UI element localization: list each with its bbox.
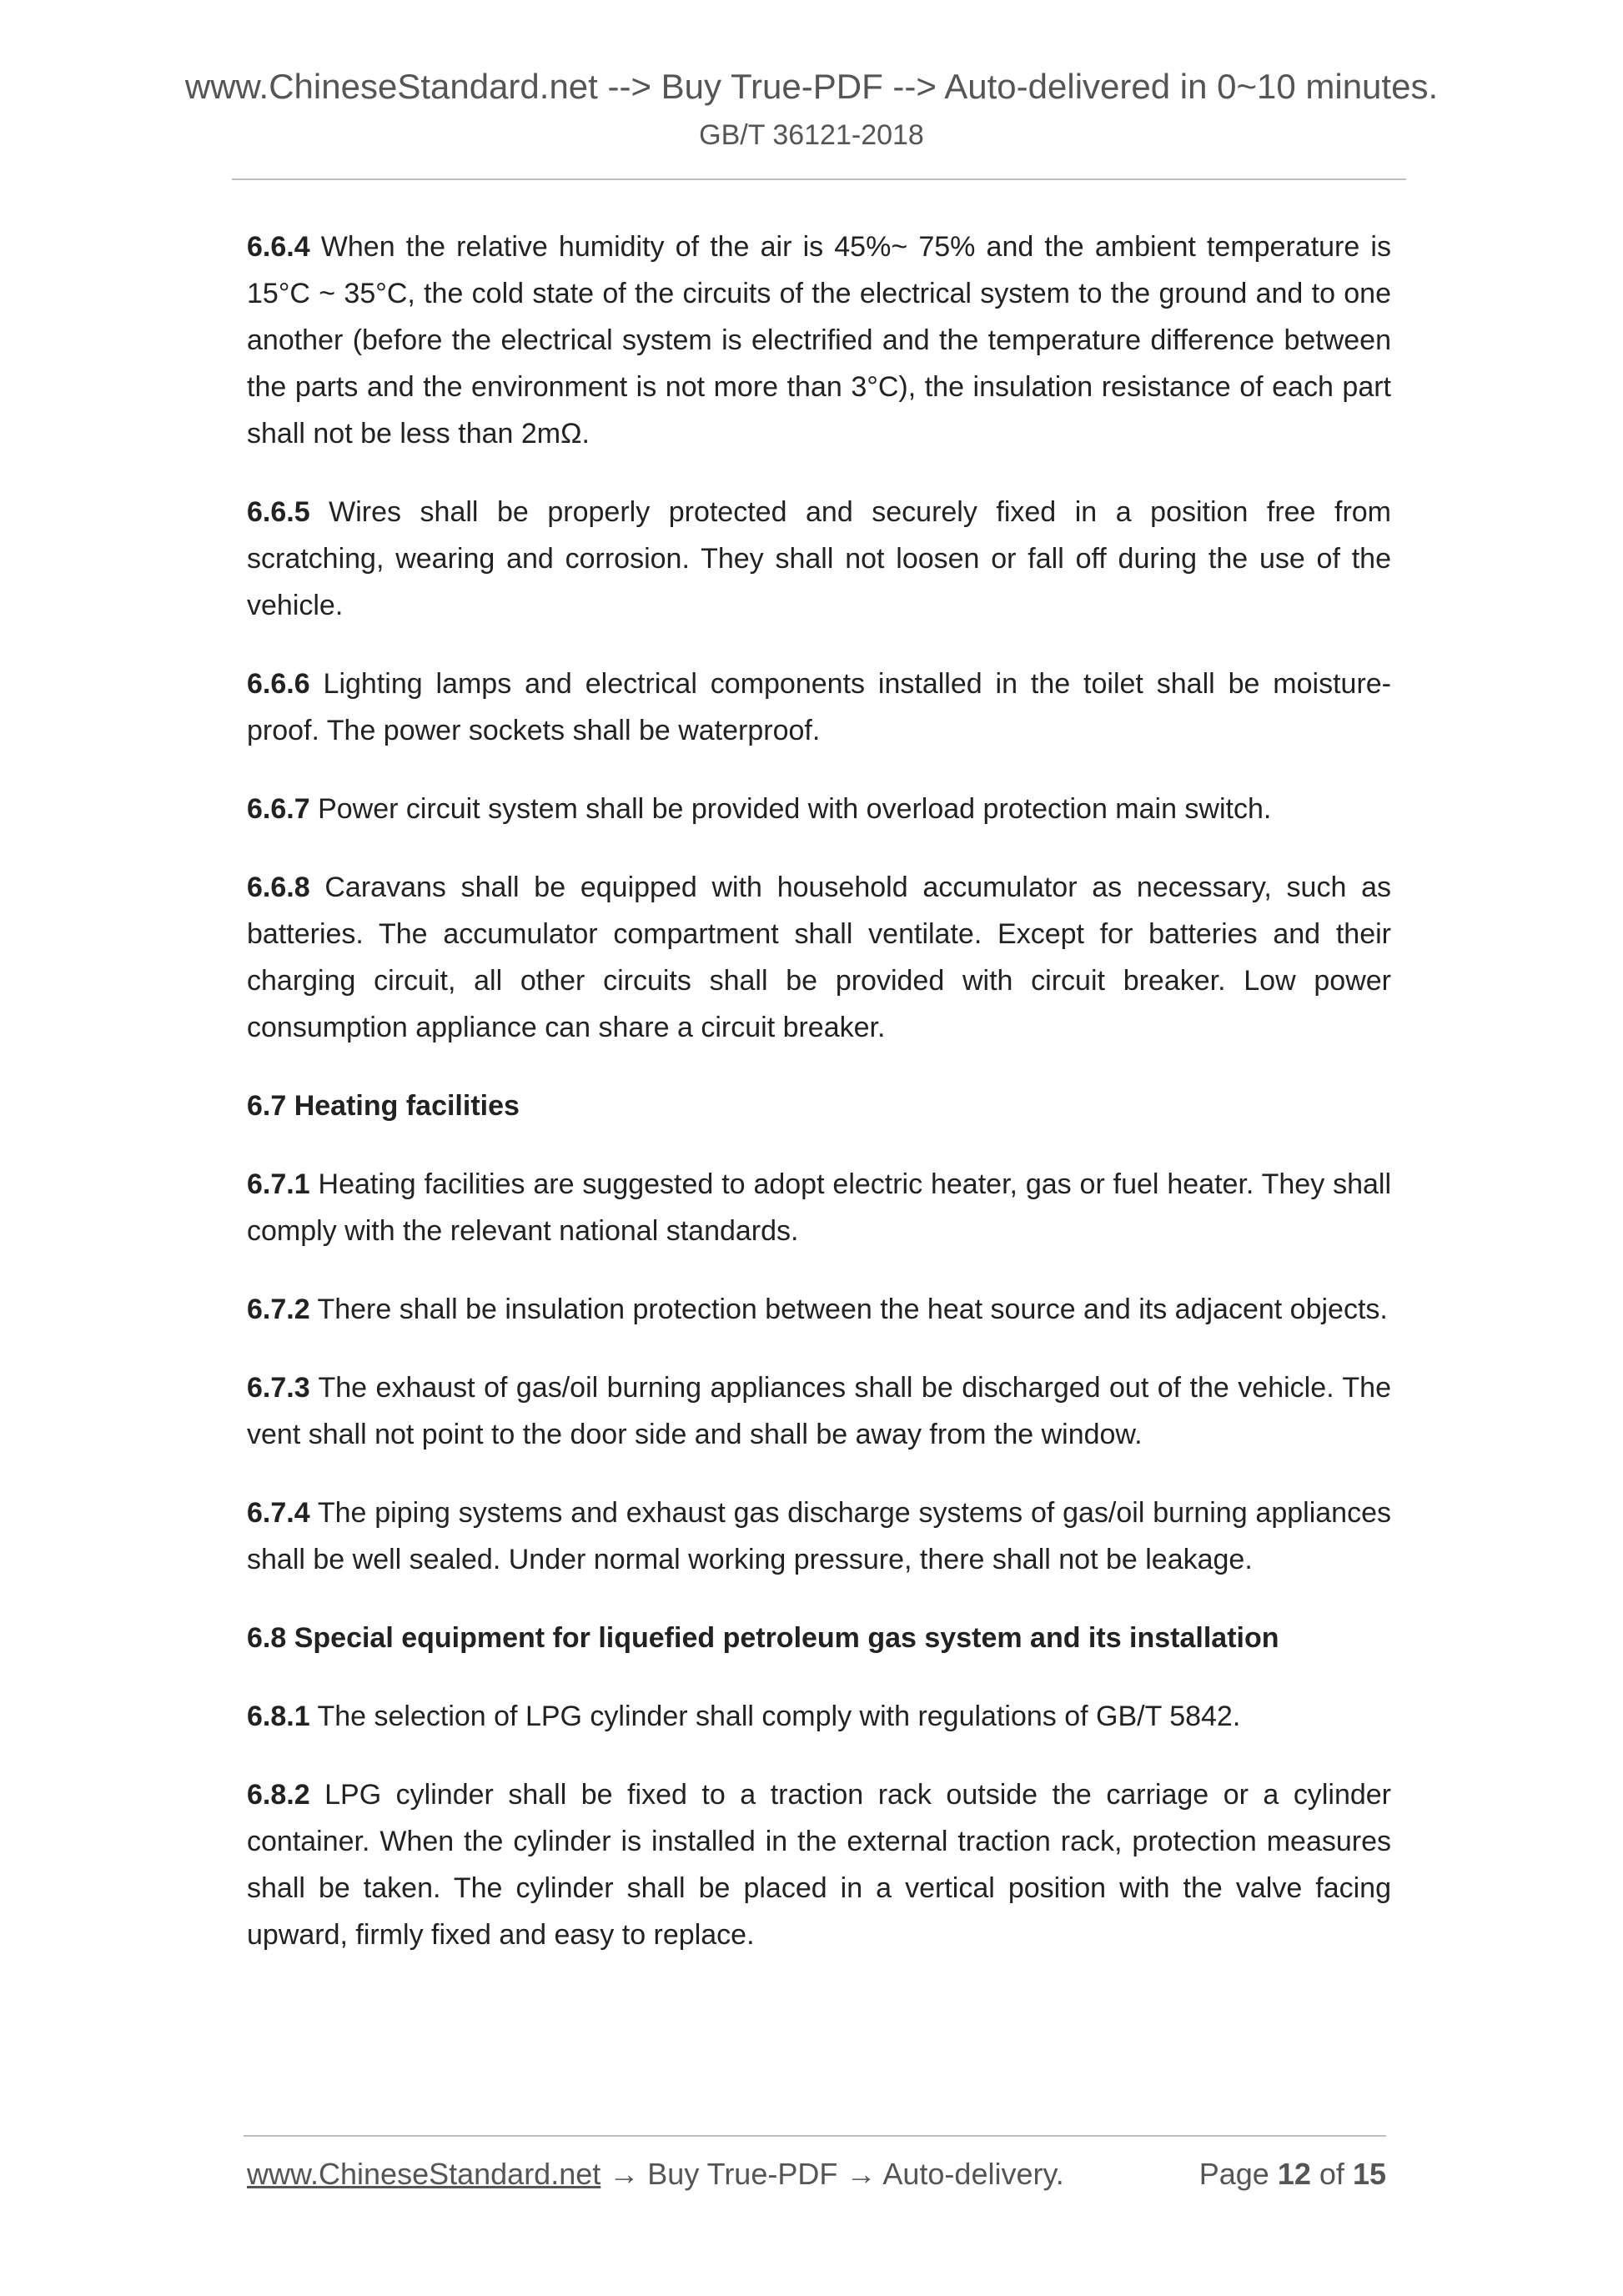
clause-text: LPG cylinder shall be fixed to a traction rack outside the carriage or a cylinder container. When the cylinder is installed in the external traction rack, protection measures shall be taken. The cylinder shall be placed in a vertical position with the valve facing upward, firmly fixed and easy to replace.	[247, 1779, 1391, 1951]
clause-number: 6.7.3	[247, 1372, 310, 1404]
clause-number: 6.6.6	[247, 668, 310, 700]
clause-text: Wires shall be properly protected and securely fixed in a position free from scratching, wearing and corrosion. They shall not loosen or fall off during the use of the vehicle.	[247, 496, 1391, 621]
clause-text: Heating facilities are suggested to adopt electric heater, gas or fuel heater. They shall comply with the relevant national standards.	[247, 1168, 1391, 1247]
clause-6-7-2	[247, 1286, 1391, 1333]
clause-number: 6.6.4	[247, 231, 310, 263]
total-pages: 15	[1352, 2157, 1386, 2191]
clause-6-6-5	[247, 489, 1391, 629]
section-heading-6-7: 6.7 Heating facilities	[247, 1090, 520, 1122]
arrow-icon: →	[609, 2157, 640, 2191]
clause-6-8-1	[247, 1693, 1391, 1740]
clause-text: Caravans shall be equipped with household accumulator as necessary, such as batteries. The accumulator compartment shall ventilate. Except for batteries and their charging circuit, all other circuits shall be provided with circuit breaker. Low power consumption appliance can share a circuit breaker.	[247, 872, 1392, 1043]
footer-promo	[247, 2153, 1064, 2195]
of-label: of	[1319, 2157, 1344, 2191]
footer-site-link[interactable]: www.ChineseStandard.net	[247, 2157, 601, 2191]
clause-text: The exhaust of gas/oil burning appliances shall be discharged out of the vehicle. The vent shall not point to the door side and shall be away from the window.	[247, 1372, 1391, 1450]
document-body	[247, 224, 1391, 1990]
section-heading-6-8: 6.8 Special equipment for liquefied petroleum gas system and its installation	[247, 1622, 1279, 1654]
clause-number: 6.7.2	[247, 1294, 310, 1325]
header-divider	[232, 178, 1406, 180]
clause-6-6-8	[247, 864, 1391, 1051]
clause-6-7-3	[247, 1364, 1391, 1458]
clause-text: When the relative humidity of the air is 45%~ 75% and the ambient temperature is 15°C ~ 35°C, the cold state of the circuits of the electrical system to the ground and to one another (before the electrical system is electrified and the temperature difference between the parts and the environment is not more than 3°C), the insulation resistance of each part shall not be less than 2mΩ.	[247, 231, 1391, 450]
footer-delivery-text: Auto-delivery.	[882, 2157, 1064, 2191]
current-page: 12	[1277, 2157, 1311, 2191]
clause-text: There shall be insulation protection between the heat source and its adjacent objects.	[317, 1294, 1388, 1325]
clause-6-6-7	[247, 786, 1391, 832]
clause-number: 6.8.1	[247, 1701, 310, 1732]
clause-6-6-4	[247, 224, 1391, 457]
clause-number: 6.6.7	[247, 793, 310, 825]
footer-buy-text: Buy True-PDF	[647, 2157, 838, 2191]
arrow-icon: →	[846, 2157, 877, 2191]
page-header	[0, 65, 1623, 153]
footer-divider	[244, 2135, 1386, 2137]
clause-number: 6.7.4	[247, 1497, 310, 1529]
clause-number: 6.8.2	[247, 1779, 310, 1811]
clause-6-6-6	[247, 661, 1391, 754]
clause-6-7-1	[247, 1161, 1391, 1254]
page-number	[1199, 2153, 1386, 2195]
clause-number: 6.6.5	[247, 496, 310, 528]
clause-number: 6.6.8	[247, 872, 310, 903]
standard-number: GB/T 36121-2018	[699, 119, 924, 151]
clause-text: The selection of LPG cylinder shall comply with regulations of GB/T 5842.	[317, 1701, 1241, 1732]
page-label: Page	[1198, 2157, 1269, 2191]
clause-6-8-2	[247, 1771, 1391, 1958]
clause-text: Lighting lamps and electrical components installed in the toilet shall be moisture-proof. The power sockets shall be waterproof.	[247, 668, 1391, 746]
clause-text: Power circuit system shall be provided with overload protection main switch.	[318, 793, 1272, 825]
header-banner: www.ChineseStandard.net --> Buy True-PDF --> Auto-delivered in 0~10 minutes.	[184, 67, 1439, 106]
clause-6-7-4	[247, 1490, 1391, 1583]
clause-number: 6.7.1	[247, 1168, 310, 1200]
page-footer	[247, 2153, 1386, 2195]
clause-text: The piping systems and exhaust gas discharge systems of gas/oil burning appliances shall be well sealed. Under normal working pressure, there shall not be leakage.	[247, 1497, 1391, 1575]
